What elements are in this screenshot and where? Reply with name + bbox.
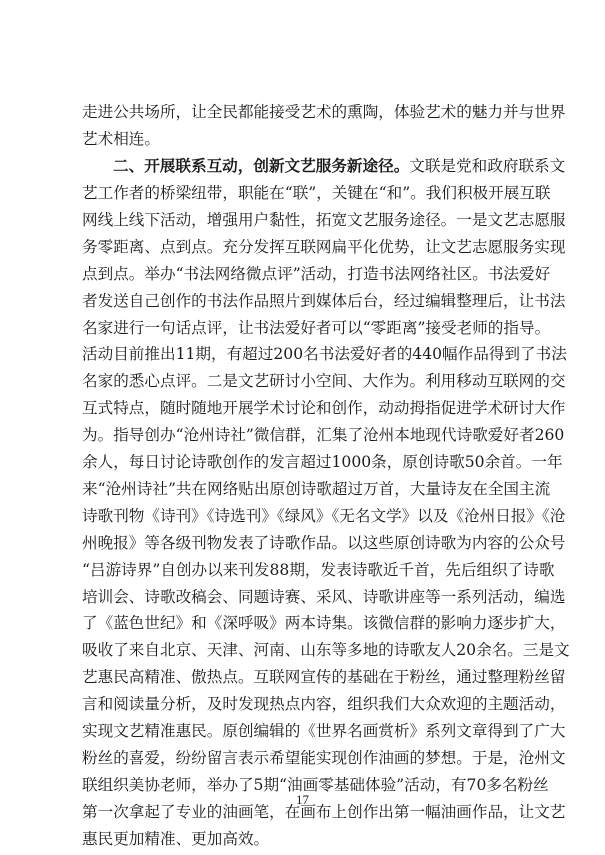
text-line: 粉丝的喜爱，纷纷留言表示希望能实现创作油画的梦想。于是，沧州文 (82, 748, 566, 767)
section-heading: 二、开展联系互动，创新文艺服务新途径。 (113, 156, 410, 175)
text-line: 名家的悉心点评。二是文艺研讨小空间、大作为。利用移动互联网的交 (82, 372, 566, 391)
section-heading-line (113, 154, 566, 178)
text-line: 来“沧州诗社”共在网络贴出原创诗歌超过万首，大量诗友在全国主流 (82, 479, 551, 498)
text-line: 互式特点，随时随地开展学术讨论和创作，动动拇指促进学术研讨大作 (82, 399, 566, 418)
text-line: 言和阅读量分析，及时发现热点内容，组织我们大众欢迎的主题活动， (82, 695, 566, 714)
text-line: 网线上线下活动，增强用户黏性，拓宽文艺服务途径。一是文艺志愿服 (82, 210, 566, 229)
text-line: 余人，每日讨论诗歌创作的发言超过1000条，原创诗歌50余首。一年 (82, 453, 563, 471)
text-line: 活动目前推出11期，有超过200名书法爱好者的440幅作品得到了书法 (82, 345, 567, 364)
text-line: 点到点。举办“书法网络微点评”活动，打造书法网络社区。书法爱好 (82, 264, 551, 283)
text-line: 者发送自己创作的书法作品照片到媒体后台，经过编辑整理后，让书法 (82, 291, 566, 310)
text-line: 艺工作者的桥梁纽带，职能在“联”，关键在“和”。我们积极开展互联 (82, 184, 551, 202)
text-line: 培训会、诗歌改稿会、同题诗赛、采风、诗歌讲座等一系列活动，编选 (82, 587, 566, 606)
text-line: 了《蓝色世纪》和《深呼吸》两本诗集。该微信群的影响力逐步扩大， (82, 614, 566, 633)
text-run: 文联是党和政府联系文 (409, 157, 566, 175)
text-line: 诗歌刊物《诗刊》《诗选刊》《绿风》《无名文学》以及《沧州日报》《沧 (82, 506, 566, 525)
text-line: 吸收了来自北京、天津、河南、山东等多地的诗歌友人20余名。三是文 (82, 641, 570, 660)
text-line: “吕游诗界”自创办以来刊发88期，发表诗歌近千首，先后组织了诗歌 (82, 560, 555, 579)
text-line: 务零距离、点到点。充分发挥互联网扁平化优势，让文艺志愿服务实现 (82, 237, 566, 256)
text-line: 名家进行一句话点评，让书法爱好者可以“零距离”接受老师的指导。 (82, 318, 551, 337)
text-line: 惠民更加精准、更加高效。 (82, 829, 270, 848)
text-line: 走进公共场所，让全民都能接受艺术的熏陶，体验艺术的魅力并与世界 (82, 103, 566, 121)
page-number: 17 (296, 792, 309, 807)
text-line: 第一次拿起了专业的油画笔，在画布上创作出第一幅油画作品，让文艺 (82, 802, 566, 821)
text-line: 州晚报》等各级刊物发表了诗歌作品。以这些原创诗歌为内容的公众号 (82, 533, 566, 552)
text-line: 联组织美协老师，举办了5期“油画零基础体验”活动，有70多名粉丝 (82, 775, 549, 794)
text-line: 为。指导创办“沧州诗社”微信群，汇集了沧州本地现代诗歌爱好者260 (82, 426, 565, 445)
text-line: 艺术相连。 (82, 130, 160, 148)
text-line: 实现文艺精准惠民。原创编辑的《世界名画赏析》系列文章得到了广大 (82, 722, 566, 740)
text-line: 艺惠民高精准、傲热点。互联网宣传的基础在于粉丝，通过整理粉丝留 (82, 668, 566, 687)
